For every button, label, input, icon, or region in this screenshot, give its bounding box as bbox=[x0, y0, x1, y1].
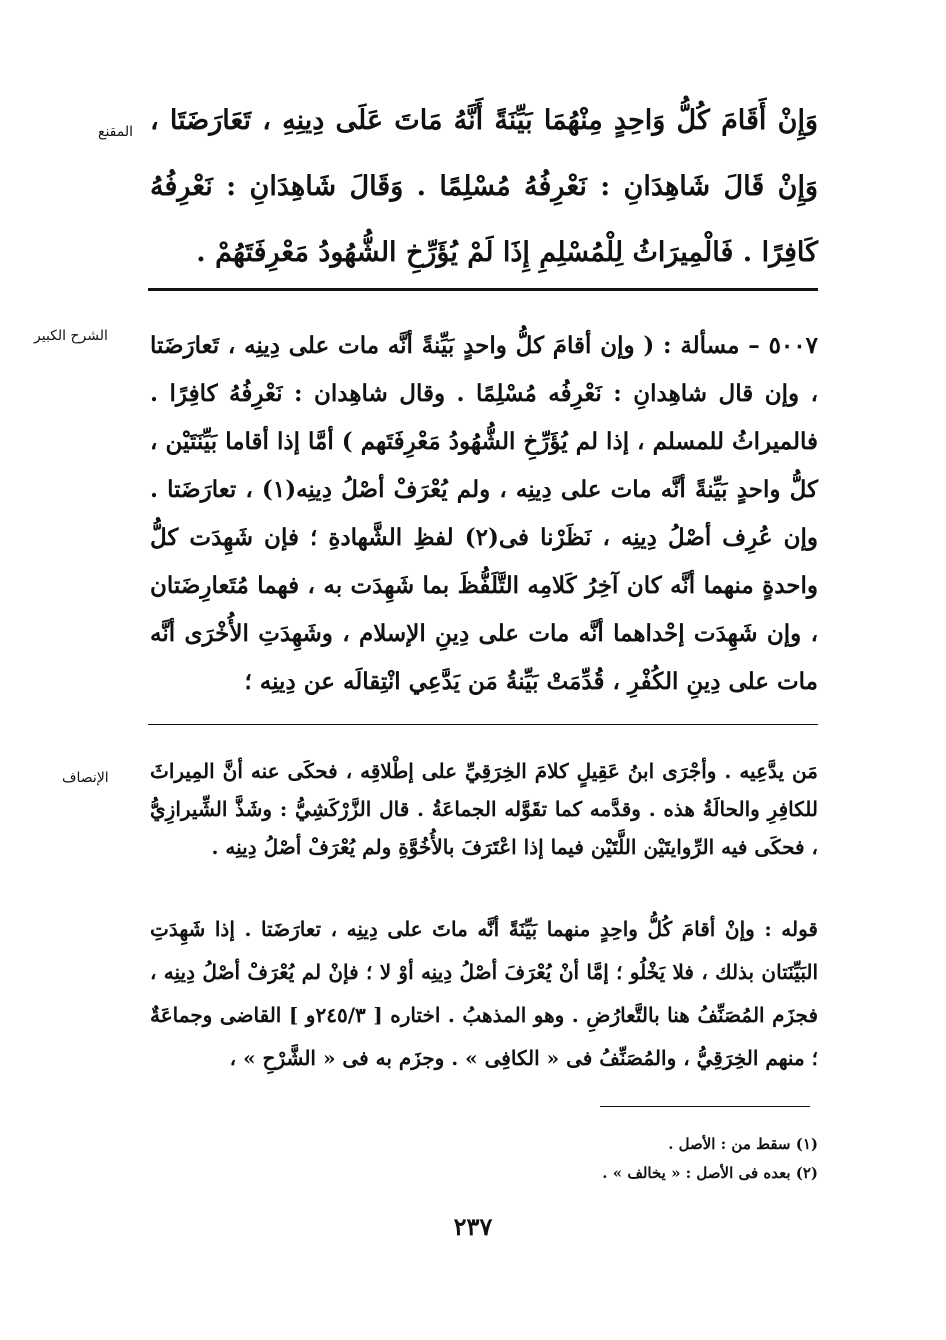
section-divider-thick bbox=[148, 288, 818, 291]
footnote-divider bbox=[600, 1106, 810, 1107]
margin-label-insaf: الإنصاف bbox=[62, 770, 109, 786]
issue-number: ٥٠٠٧ bbox=[768, 332, 818, 359]
section-divider-thin bbox=[148, 724, 818, 725]
page-number: ٢٣٧ bbox=[453, 1212, 493, 1241]
footnote-1: (١) سقط من : الأصل . bbox=[668, 1135, 818, 1153]
margin-label-muqni: المقنع bbox=[98, 124, 134, 140]
insaf-paragraph-2: قوله : وإنْ أقامَ كُلُّ واحِدٍ منهما بَيِّنَةً أنَّه ماتَ على دِينِه ، تعارَضَتا . إذا شَهِدَتِ البَيِّنَتان بذلك ، فلا يَخْلُو ؛ إمَّا أنْ يُعْرَفَ أصْلُ دِينِه أوْ لا ؛ فإنْ لم يُعْرَفْ أصْلُ دِينِه ، فجزَم المُصَنِّفُ هنا بالتَّعارُضِ . وهو المذهبُ . اختاره [ ٢٤٥/٣و ] القاضى وجماعَةٌ ؛ منهم الخِرَقِيُّ ، والمُصَنِّفُ فى « الكافِى » . وجزَم به فى « الشَّرْحِ » ، bbox=[150, 917, 819, 1070]
margin-label-sharh: الشرح الكبير bbox=[34, 328, 108, 344]
footnote-2: (٢) بعده فى الأصل : « يخالف » . bbox=[602, 1164, 818, 1182]
muqni-text: وَإِنْ أَقَامَ كُلُّ وَاحِدٍ مِنْهُمَا بَيِّنَةً أَنَّهُ مَاتَ عَلَى دِينِهِ ، تَعَارَضَتَا ، وَإِنْ قَالَ شَاهِدَانِ : نَعْرِفُهُ مُسْلِمًا . وَقَالَ شَاهِدَانِ : نَعْرِفُهُ كَافِرًا . فَالْمِيرَاثُ لِلْمُسْلِمِ إِذَا لَمْ يُؤَرِّخِ الشُّهُودُ مَعْرِفَتَهُمْ . bbox=[150, 105, 818, 268]
sharh-body: – مسألة : ( وإن أقامَ كلُّ واحدٍ بَيِّنةً أنَّه مات على دِينِه ، تَعارَضَتا ، وإن قال شاهِدانِ : نَعْرِفُه مُسْلِمًا . وقال شاهِدان : نَعْرِفُهُ كافِرًا . فالميراثُ للمسلم ، إذا لم يُؤَرِّخِ الشُّهُودُ مَعْرِفَتَهم ) أمَّا إذا أقاما بَيِّنَتَيْن ، كلُّ واحدٍ بَيِّنةً أنَّه مات على دِينِه ، ولم يُعْرَفْ أصْلُ دِينِه(١) ، تعارَضَتا . وإن عُرِف أصْلُ دِينِه ، نَظَرْنا فى(٢) لفظِ الشَّهادةِ ؛ فإن شَهِدَت كلُّ واحدةٍ منهما أنَّه كان آخِرُ كَلامِه التَّلَفُّظَ بما شَهِدَت به ، فهما مُتَعارِضَتان ، وإن شَهِدَت إحْداهما أنَّه مات على دِينِ الإسلام ، وشَهِدَتِ الأُخْرَى أنَّه مات على دِينِ الكُفْرِ ، قُدِّمَتْ بَيِّنةُ مَن يَدَّعِي انْتِقالَه عن دِينِه ؛ bbox=[150, 332, 818, 695]
insaf-paragraph-1: مَن يدَّعِيه . وأجْرَى ابنُ عَقِيلٍ كلامَ الخِرَقِيِّ على إطْلاقِه ، فحكَى عنه أنَّ المِيراثَ للكافِرِ والحالَةُ هذه . وقدَّمه كما تقَوَّله الجماعَةُ . قال الزَّرْكَشِيُّ : وشَذَّ الشِّيرازِيُّ ، فحكَى فيه الرِّوايتَيْن اللَّتَيْن فيما إذا اعْتَرَفَ بالأُخُوَّةِ ولم يُعْرَفْ أصْلُ دِينِه . bbox=[150, 759, 818, 859]
footnotes bbox=[150, 1130, 818, 1188]
sharh-text bbox=[150, 322, 818, 706]
